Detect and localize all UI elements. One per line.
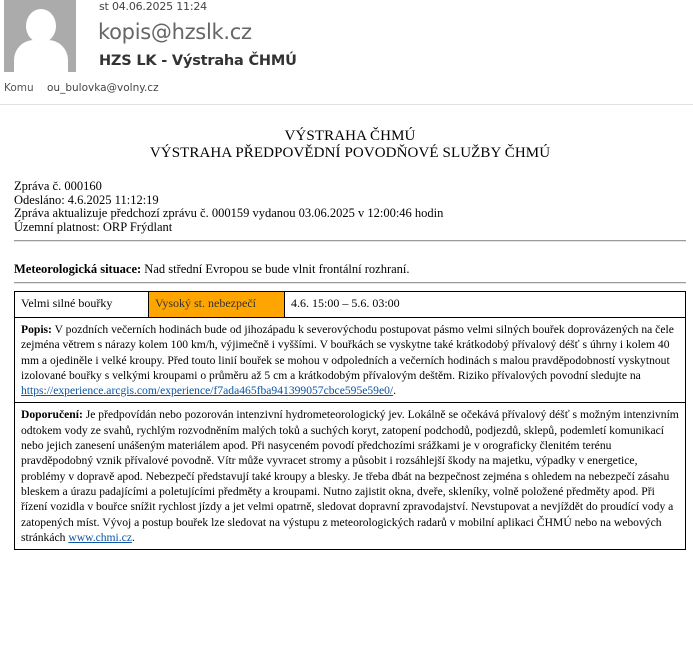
recommendation-label: Doporučení:	[21, 408, 83, 422]
warning-level: Vysoký st. nebezpečí	[149, 292, 285, 318]
to-recipient[interactable]: ou_bulovka@volny.cz	[47, 82, 159, 94]
warning-recommendation	[15, 403, 686, 550]
email-header	[0, 0, 693, 106]
message-meta	[14, 180, 686, 234]
email-sender[interactable]: kopis@hzslk.cz	[98, 20, 252, 44]
email-date: st 04.06.2025 11:24	[99, 0, 207, 13]
meteo-label: Meteorologická situace:	[14, 262, 142, 276]
warning-summary-row	[15, 292, 686, 318]
sent-time: Odesláno: 4.6.2025 11:12:19	[14, 192, 159, 207]
territorial-validity: Územní platnost: ORP Frýdlant	[14, 219, 173, 234]
title-line-1: VÝSTRAHA ČHMÚ	[284, 128, 416, 144]
divider	[14, 282, 686, 284]
meteo-situation	[14, 262, 686, 276]
email-body	[14, 128, 686, 550]
description-label: Popis:	[21, 323, 52, 336]
header-divider	[0, 104, 693, 105]
warning-description	[15, 318, 686, 403]
message-number: Zpráva č. 000160	[14, 179, 102, 193]
meteo-text: Nad střední Evropou se bude vlnit frontální rozhraní.	[141, 262, 410, 276]
description-row	[15, 318, 686, 403]
to-label: Komu	[4, 82, 34, 94]
warning-type: Velmi silné bouřky	[15, 292, 149, 318]
recommendation-text: Je předpovídán nebo pozorován intenzivní hydrometeorologický jev. Lokálně se očekává přívalový déšť s možným intenzivním odtokem vody ze svahů, rychlým rozvodněním malých toků a suchých koryt, zatopení podchodů, podjezdů, sklepů, podemletí komunikací nebo jejich zanesení unášeným materiálem apod. Při nasyceném povodí předchozími srážkami je v orograficky členitém terénu pravděpodobný vznik přívalové povodně. Vítr může vyvracet stromy a působit i rozsáhlejší škody na majetku, výpadky v energetice, problémy v dopravě apod. Nebezpečí představují také kroupy a blesky. Je třeba dbát na bezpečnost zejména s ohledem na nebezpečí zásahu bleskem a úrazu padajícími a poletujícími předměty a kroupami. Nutno zajistit okna, dveře, skleníky, volně položené předměty apod. Při řízení vozidla v bouřce snížit rychlost jízdy a jet velmi opatrně, sledovat dopravní zpravodajství. Nevstupovat a nevjíždět do proudící vody a zatopených míst. Vývoj a postup bouřek lze sledovat na výstupu z meteorologických radarů v mobilní aplikaci ČHMÚ nebo na webových stránkách	[21, 408, 679, 544]
warning-title	[14, 128, 686, 162]
update-note: Zpráva aktualizuje předchozí zprávu č. 000159 vydanou 03.06.2025 v 12:00:46 hodin	[14, 206, 444, 220]
warning-period: 4.6. 15:00 – 5.6. 03:00	[285, 292, 686, 318]
avatar-head	[26, 9, 56, 43]
arcgis-link[interactable]: https://experience.arcgis.com/experience/f7ada465fba941399057cbce595e59e0/	[21, 384, 394, 398]
description-text: V pozdních večerních hodinách bude od jihozápadu k severovýchodu postupovat pásmo velmi silných bouřek doprovázených na čele zejména větrem s nárazy kolem 100 km/h, výjimečně i vyššími. V bouřkách se vyskytne také krátkodobý přívalový déšť s úhrny i kolem 40 mm a ojediněle i velké kroupy. Před touto linií bouřek se mohou v odpoledních a večerních hodinách s malou pravděpodobností vyskytnout izolované bouřky s velkými kroupami o průměru až 5 cm a krátkodobým přívalovým deštěm. Riziko přívalových povodní sledujte na	[21, 323, 674, 382]
recommendation-row	[15, 403, 686, 550]
divider	[14, 240, 686, 242]
recommendation-end: .	[131, 530, 135, 544]
description-end: .	[393, 384, 397, 398]
chmi-link[interactable]: www.chmi.cz	[68, 530, 132, 544]
avatar-body	[14, 40, 68, 72]
title-line-2: VÝSTRAHA PŘEDPOVĚDNÍ POVODŇOVÉ SLUŽBY ČHMÚ	[149, 145, 551, 161]
warning-table	[14, 291, 686, 550]
person-placeholder-icon	[4, 0, 76, 72]
email-subject: HZS LK - Výstraha ČHMÚ	[99, 53, 297, 69]
